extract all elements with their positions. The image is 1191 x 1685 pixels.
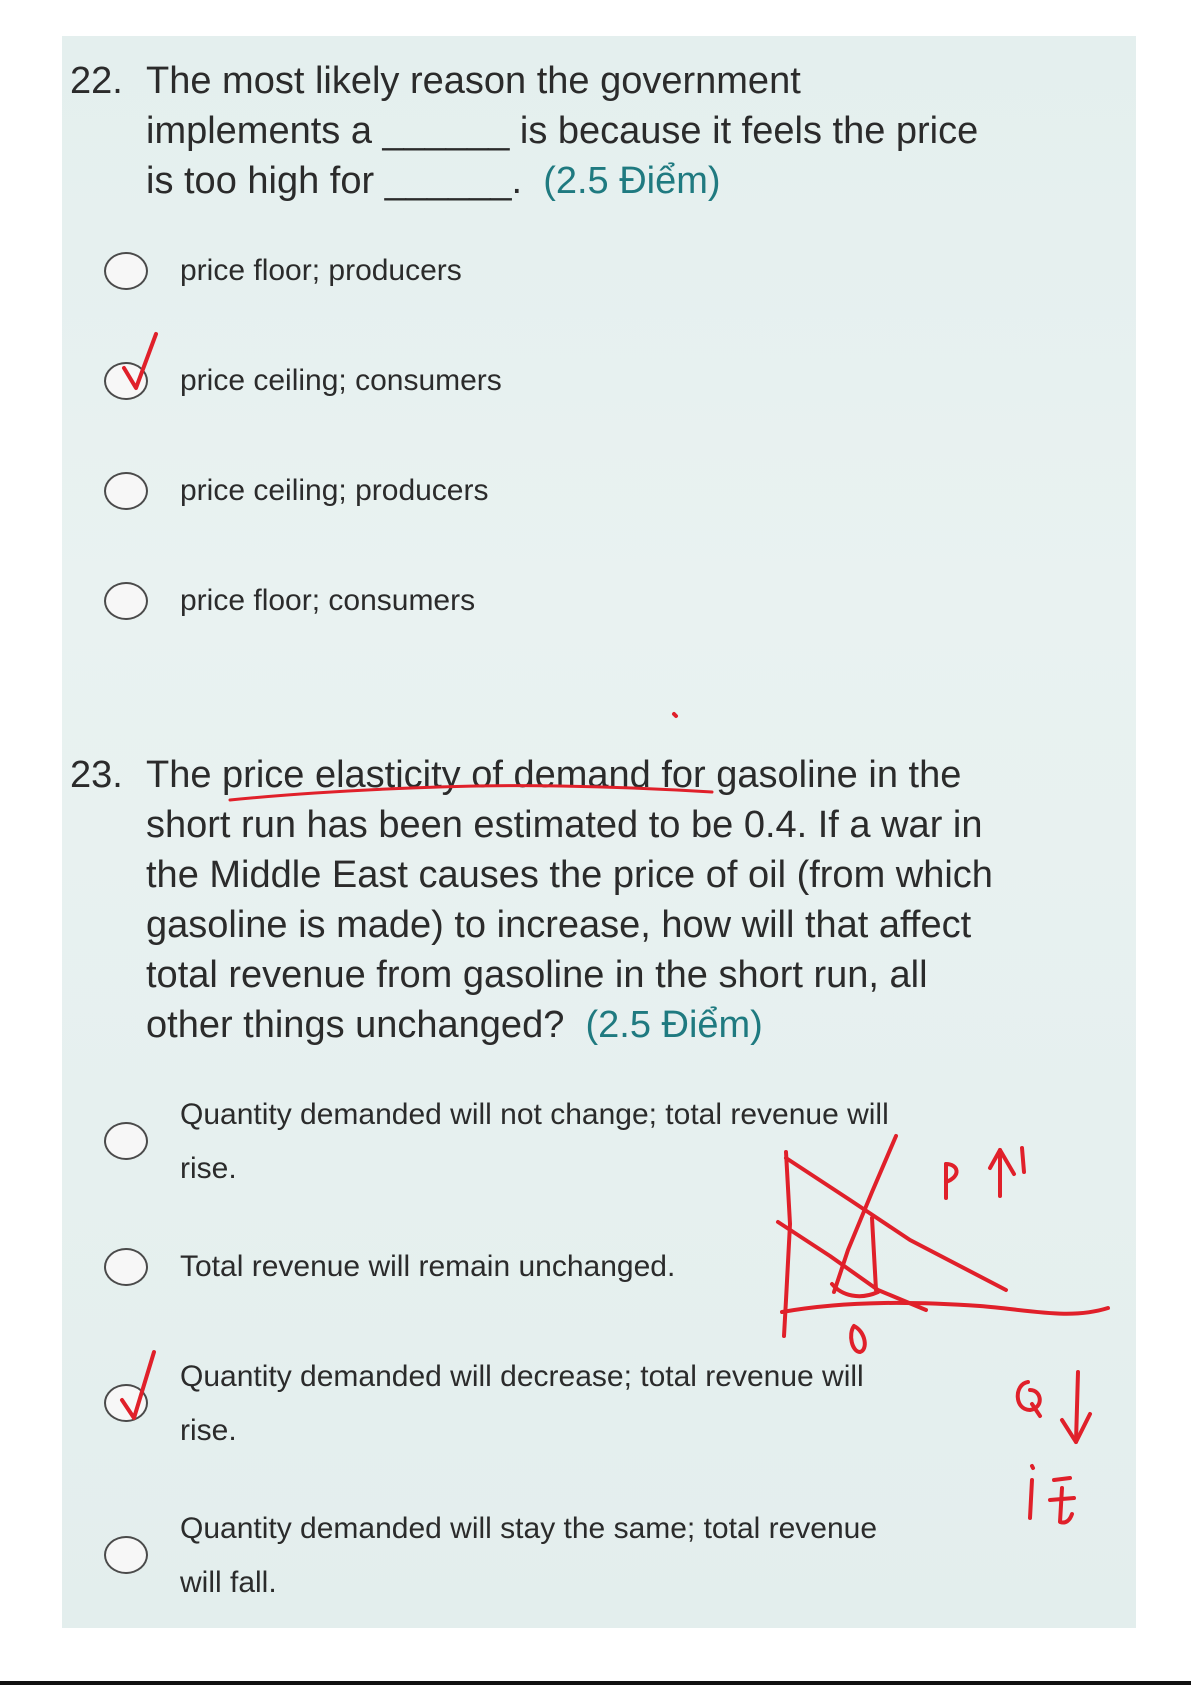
question-23-line-4: gasoline is made) to increase, how will that affect xyxy=(146,904,972,946)
question-22-points: (2.5 Điểm) xyxy=(543,160,721,202)
q23-option-4-label-line-2[interactable]: will fall. xyxy=(180,1566,277,1599)
question-23-line-5: total revenue from gasoline in the short run, all xyxy=(146,954,928,996)
q23-option-1-label-line-1[interactable]: Quantity demanded will not change; total revenue will xyxy=(180,1098,889,1131)
q22-option-4-radio[interactable] xyxy=(104,582,148,620)
q22-option-1-label[interactable]: price floor; producers xyxy=(180,254,462,287)
q23-option-1-radio[interactable] xyxy=(104,1122,148,1160)
q22-option-3-label[interactable]: price ceiling; producers xyxy=(180,474,489,507)
q22-option-3-radio[interactable] xyxy=(104,472,148,510)
q23-option-3-label-line-2[interactable]: rise. xyxy=(180,1414,237,1447)
question-23-line-3: the Middle East causes the price of oil (from which xyxy=(146,854,993,896)
q23-option-4-label-line-1[interactable]: Quantity demanded will stay the same; total revenue xyxy=(180,1512,878,1545)
question-22-line-3-text: is too high for ______. xyxy=(146,160,523,202)
q23-option-3-label-line-1[interactable]: Quantity demanded will decrease; total revenue will xyxy=(180,1360,864,1393)
question-22-line-3 xyxy=(146,156,721,206)
question-23-number: 23. xyxy=(70,754,123,796)
question-22-line-1: The most likely reason the government xyxy=(146,60,801,102)
q23-option-4-radio[interactable] xyxy=(104,1536,148,1574)
question-23-points: (2.5 Điểm) xyxy=(585,1004,763,1046)
question-22-line-2: implements a ______ is because it feels the price xyxy=(146,110,979,152)
q23-option-1-label-line-2[interactable]: rise. xyxy=(180,1152,237,1185)
question-22-number: 22. xyxy=(70,60,123,102)
q22-option-1-radio[interactable] xyxy=(104,252,148,290)
question-23-line-1: The price elasticity of demand for gasoline in the xyxy=(146,754,962,796)
question-23-line-6 xyxy=(146,1000,763,1050)
bottom-border xyxy=(0,1681,1191,1685)
question-23-line-6-text: other things unchanged? xyxy=(146,1004,565,1046)
q22-option-2-label[interactable]: price ceiling; consumers xyxy=(180,364,502,397)
q23-option-3-radio[interactable] xyxy=(104,1384,148,1422)
q22-option-4-label[interactable]: price floor; consumers xyxy=(180,584,476,617)
q23-option-2-radio[interactable] xyxy=(104,1248,148,1286)
q22-option-2-radio[interactable] xyxy=(104,362,148,400)
q23-option-2-label[interactable]: Total revenue will remain unchanged. xyxy=(180,1250,676,1283)
question-23-line-2: short run has been estimated to be 0.4. If a war in xyxy=(146,804,983,846)
